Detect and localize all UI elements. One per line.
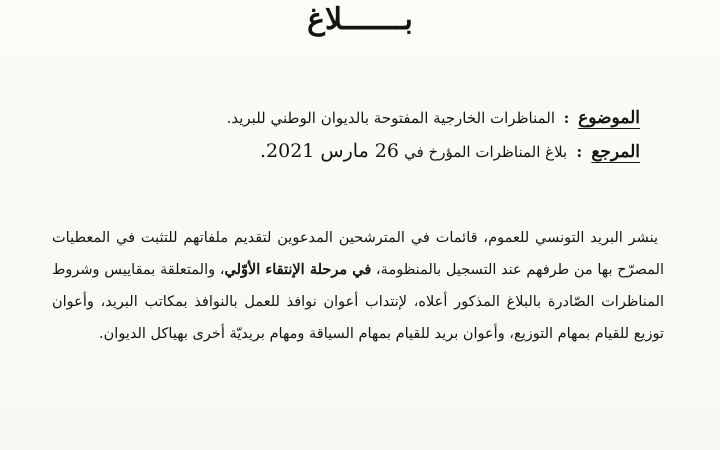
reference-value: بلاغ المناظرات المؤرخ في xyxy=(404,143,568,161)
reference-line xyxy=(260,140,640,162)
body-text-part2: ، والمتعلقة بمقاييس وشروط المناظرات الصّادرة بالبلاغ المذكور أعلاه، لإنتداب أعوان نوافذ للعمل بالنوافذ بمكاتب البريد، وأعوان توزيع للقيام بمهام التوزيع، وأعوان بريد للقيام بمهام السياقة ومهام بريديّة أخرى بهياكل الديوان. xyxy=(52,262,664,342)
subject-separator: : xyxy=(563,109,570,127)
subject-label: الموضوع xyxy=(578,108,640,128)
body-highlight: في مرحلة الإنتقاء الأوّلي xyxy=(224,261,372,278)
announcement-body xyxy=(52,222,664,350)
reference-date: 26 مارس 2021. xyxy=(259,140,399,162)
reference-label: المرجع xyxy=(591,142,640,162)
document-title: بـــــــلاغ xyxy=(307,2,413,37)
reference-separator: : xyxy=(576,142,583,161)
body-text-part1: ينشر البريد التونسي للعموم، قائمات في المترشحين المدعوين لتقديم ملفاتهم للتثبت في المعطيات المصرّح بها من طرفهم عند التسجيل بالمنظومة، xyxy=(52,230,664,278)
subject-value: المناظرات الخارجية المفتوحة بالديوان الوطني للبريد. xyxy=(226,109,556,127)
subject-line xyxy=(227,108,640,128)
